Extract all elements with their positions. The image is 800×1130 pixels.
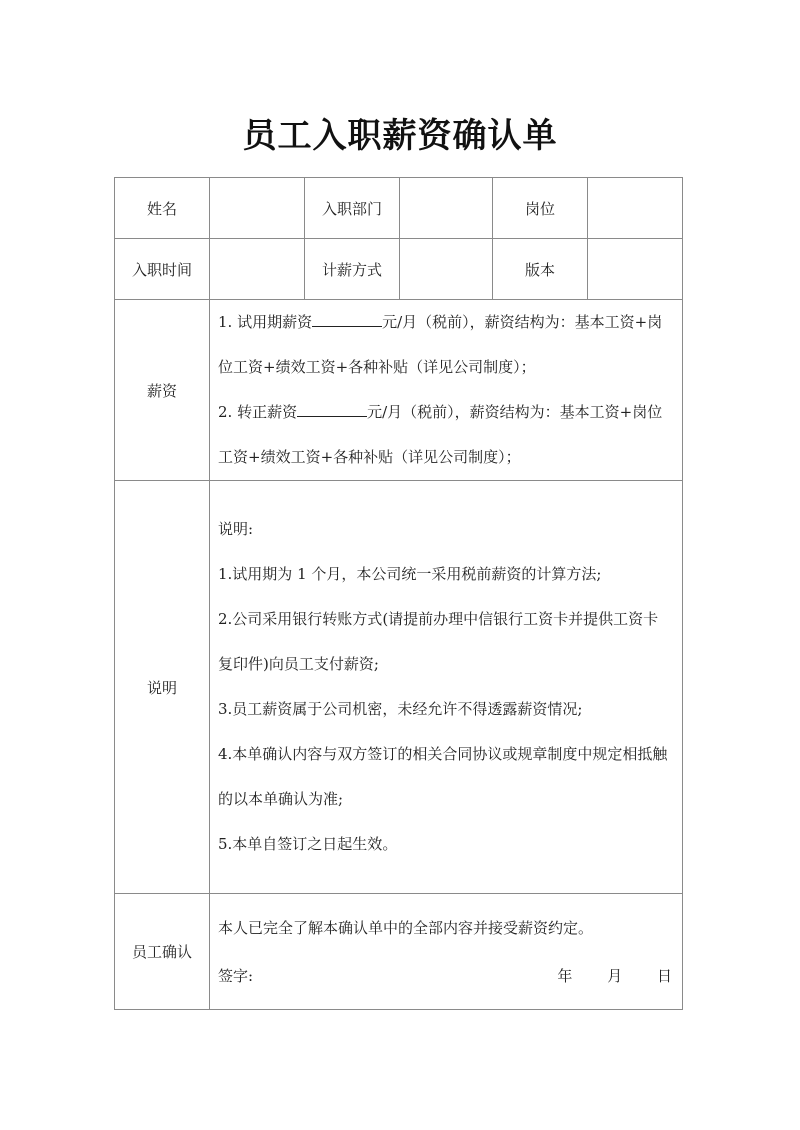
pay-method-label: 计薪方式 bbox=[305, 239, 400, 300]
table-row bbox=[115, 239, 683, 300]
table-row bbox=[115, 300, 683, 481]
document-title: 员工入职薪资确认单 bbox=[242, 116, 558, 156]
probation-salary-prefix: 1. 试用期薪资 bbox=[218, 313, 313, 331]
pay-method-field[interactable] bbox=[400, 239, 493, 300]
department-field[interactable] bbox=[400, 178, 493, 239]
probation-salary-suffix: 元/月（税前），薪资结构为：基本工资+岗位工资+绩效工资+各种补贴（详见公司制度）； bbox=[218, 313, 663, 376]
confirm-content bbox=[210, 894, 683, 1010]
department-label: 入职部门 bbox=[305, 178, 400, 239]
regular-salary-suffix: 元/月（税前），薪资结构为：基本工资+岗位工资+绩效工资+各种补贴（详见公司制度）； bbox=[218, 403, 663, 466]
notes-item-4: 4.本单确认内容与双方签订的相关合同协议或规章制度中规定相抵触的以本单确认为准; bbox=[218, 745, 668, 808]
name-field[interactable] bbox=[210, 178, 305, 239]
confirm-text: 本人已完全了解本确认单中的全部内容并接受薪资约定。 bbox=[218, 918, 594, 937]
regular-salary-prefix: 2. 转正薪资 bbox=[218, 403, 298, 421]
notes-item-2: 2.公司采用银行转账方式(请提前办理中信银行工资卡并提供工资卡复印件)向员工支付薪资; bbox=[218, 610, 659, 673]
regular-salary-line bbox=[218, 390, 672, 480]
probation-salary-blank[interactable] bbox=[312, 308, 382, 327]
notes-item-5: 5.本单自签订之日起生效。 bbox=[218, 835, 398, 853]
salary-label: 薪资 bbox=[115, 300, 210, 481]
confirm-label: 员工确认 bbox=[115, 894, 210, 1010]
notes-item-3: 3.员工薪资属于公司机密，未经允许不得透露薪资情况; bbox=[218, 700, 583, 718]
signature-row bbox=[218, 961, 672, 991]
version-label: 版本 bbox=[493, 239, 588, 300]
position-field[interactable] bbox=[588, 178, 683, 239]
table-row bbox=[115, 481, 683, 894]
date-day-label: 日 bbox=[656, 966, 672, 985]
table-row bbox=[115, 894, 683, 1010]
notes-content bbox=[210, 481, 683, 894]
date-year-label: 年 bbox=[557, 966, 573, 985]
table-row bbox=[115, 178, 683, 239]
salary-confirmation-table bbox=[114, 177, 683, 1010]
probation-salary-line bbox=[218, 300, 672, 390]
regular-salary-blank[interactable] bbox=[297, 398, 367, 417]
entry-time-label: 入职时间 bbox=[115, 239, 210, 300]
date-month-label: 月 bbox=[607, 966, 623, 985]
signature-date bbox=[527, 961, 672, 991]
name-label: 姓名 bbox=[115, 178, 210, 239]
position-label: 岗位 bbox=[493, 178, 588, 239]
notes-item-1: 1.试用期为 1 个月，本公司统一采用税前薪资的计算方法; bbox=[218, 565, 602, 583]
notes-label: 说明 bbox=[115, 481, 210, 894]
signature-label: 签字: bbox=[218, 966, 254, 985]
version-field[interactable] bbox=[588, 239, 683, 300]
notes-heading: 说明: bbox=[218, 520, 254, 538]
salary-content bbox=[210, 300, 683, 481]
entry-time-field[interactable] bbox=[210, 239, 305, 300]
